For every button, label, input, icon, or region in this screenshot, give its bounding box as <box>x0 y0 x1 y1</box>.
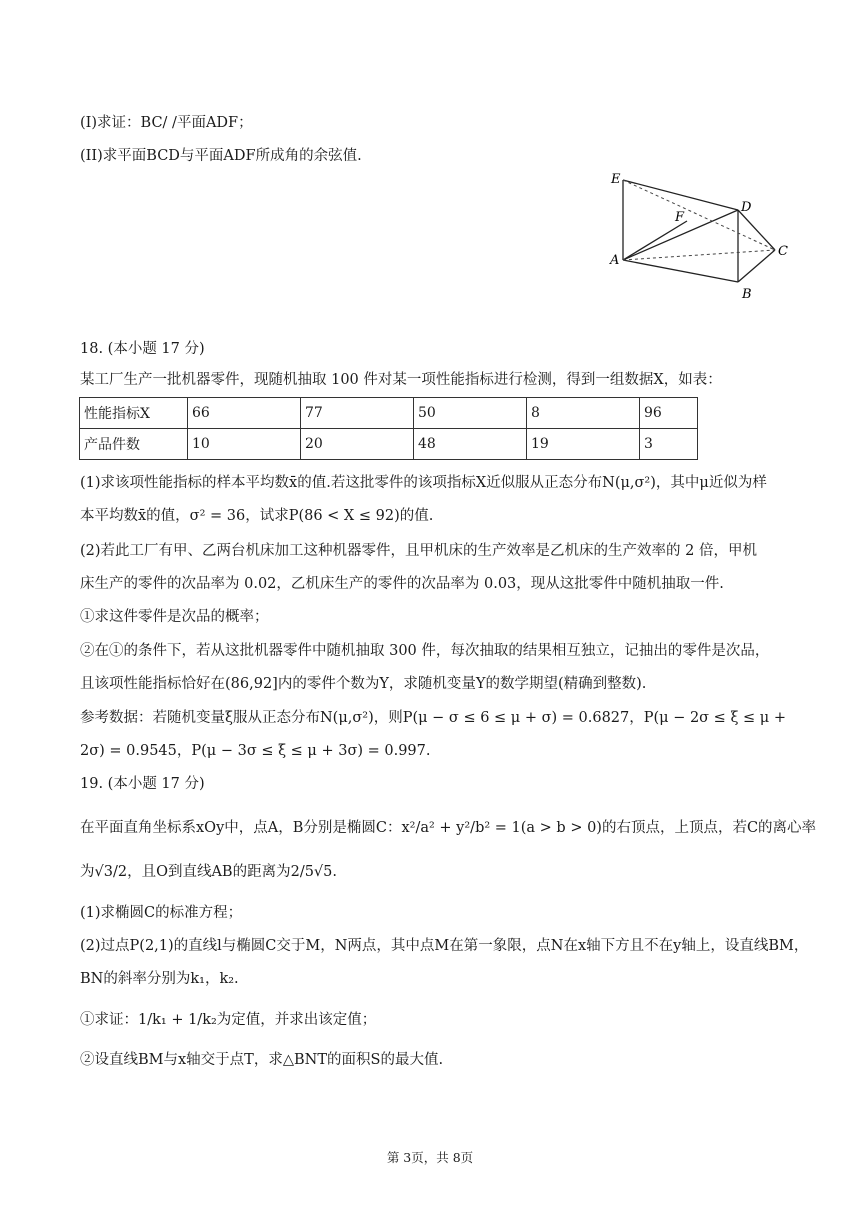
edge-ED <box>623 180 738 210</box>
q18-intro: 某工厂生产一批机器零件，现随机抽取 100 件对某一项性能指标进行检测，得到一组数据X，如表： <box>80 372 722 388</box>
edge-AF <box>623 221 687 260</box>
label-C: C <box>778 244 788 259</box>
q19-p1: (1)求椭圆C的标准方程； <box>80 905 243 921</box>
q18-p1-line2: 本平均数x̄的值，σ² = 36，试求P(86 < X ≤ 92)的值. <box>80 508 434 524</box>
table-cell: 48 <box>414 429 527 460</box>
q18-p2-sub1: ①求这件零件是次品的概率； <box>80 609 269 625</box>
q19-p2-sub1: ①求证：1/k₁ + 1/k₂为定值，并求出该定值； <box>80 1012 377 1028</box>
edge-AB <box>623 260 738 282</box>
data-table <box>79 397 698 460</box>
label-F: F <box>675 210 685 225</box>
page-footer: 第 3页，共 8页 <box>386 1150 474 1165</box>
q19-header: 19. (本小题 17 分) <box>80 776 205 792</box>
table-cell: 3 <box>640 429 698 460</box>
q17-part1: (I)求证：BC/ /平面ADF； <box>80 115 253 131</box>
edge-BC <box>738 250 775 282</box>
edge-AC <box>623 250 775 260</box>
label-A: A <box>610 253 620 268</box>
q19-p2-line2: BN的斜率分别为k₁，k₂. <box>80 971 239 987</box>
q18-p1-line1: (1)求该项性能指标的样本平均数x̄的值.若这批零件的该项指标X近似服从正态分布N(μ,σ²)，其中μ近似为样 <box>80 475 767 491</box>
label-E: E <box>611 172 621 187</box>
q19-intro-line1: 在平面直角坐标系xOy中，点A，B分别是椭圆C：x²/a² + y²/b² = 1(a > b > 0)的右顶点，上顶点，若C的离心率 <box>80 820 817 836</box>
q18-ref-line1: 参考数据：若随机变量ξ服从正态分布N(μ,σ²)，则P(μ − σ ≤ 6 ≤ μ + σ) = 0.6827，P(μ − 2σ ≤ ξ ≤ μ + <box>80 710 786 726</box>
q18-p2-line1: (2)若此工厂有甲、乙两台机床加工这种机器零件，且甲机床的生产效率是乙机床的生产效率的 2 倍，甲机 <box>80 543 757 559</box>
table-cell: 66 <box>188 398 301 429</box>
q18-p2-sub2-line2: 且该项性能指标恰好在(86,92]内的零件个数为Y，求随机变量Y的数学期望(精确到整数). <box>80 676 647 692</box>
table-cell: 性能指标X <box>80 398 188 429</box>
q19-intro-line2: 为√3/2，且O到直线AB的距离为2/5√5. <box>80 864 337 880</box>
table-cell: 产品件数 <box>80 429 188 460</box>
q19-p2-sub2: ②设直线BM与x轴交于点T，求△BNT的面积S的最大值. <box>80 1052 444 1068</box>
table-cell: 19 <box>527 429 640 460</box>
table-cell: 20 <box>301 429 414 460</box>
q19-p2-line1: (2)过点P(2,1)的直线l与椭圆C交于M，N两点，其中点M在第一象限，点N在x轴下方且不在y轴上，设直线BM， <box>80 938 809 954</box>
label-D: D <box>741 200 752 215</box>
geometry-figure <box>605 165 795 305</box>
label-B: B <box>742 287 752 302</box>
table-cell: 77 <box>301 398 414 429</box>
table-cell: 8 <box>527 398 640 429</box>
table-cell: 50 <box>414 398 527 429</box>
q18-header: 18. (本小题 17 分) <box>80 341 205 357</box>
q18-p2-line2: 床生产的零件的次品率为 0.02，乙机床生产的零件的次品率为 0.03，现从这批零件中随机抽取一件. <box>80 576 724 592</box>
table-row <box>80 429 698 460</box>
table-row <box>80 398 698 429</box>
table-cell: 10 <box>188 429 301 460</box>
edge-DC <box>738 210 775 250</box>
q17-part2: (II)求平面BCD与平面ADF所成角的余弦值. <box>80 148 362 164</box>
table-cell: 96 <box>640 398 698 429</box>
q18-p2-sub2-line1: ②在①的条件下，若从这批机器零件中随机抽取 300 件，每次抽取的结果相互独立，记抽出的零件是次品， <box>80 643 770 659</box>
q18-ref-line2: 2σ) = 0.9545，P(μ − 3σ ≤ ξ ≤ μ + 3σ) = 0.997. <box>80 743 431 759</box>
edge-EC <box>623 180 775 250</box>
